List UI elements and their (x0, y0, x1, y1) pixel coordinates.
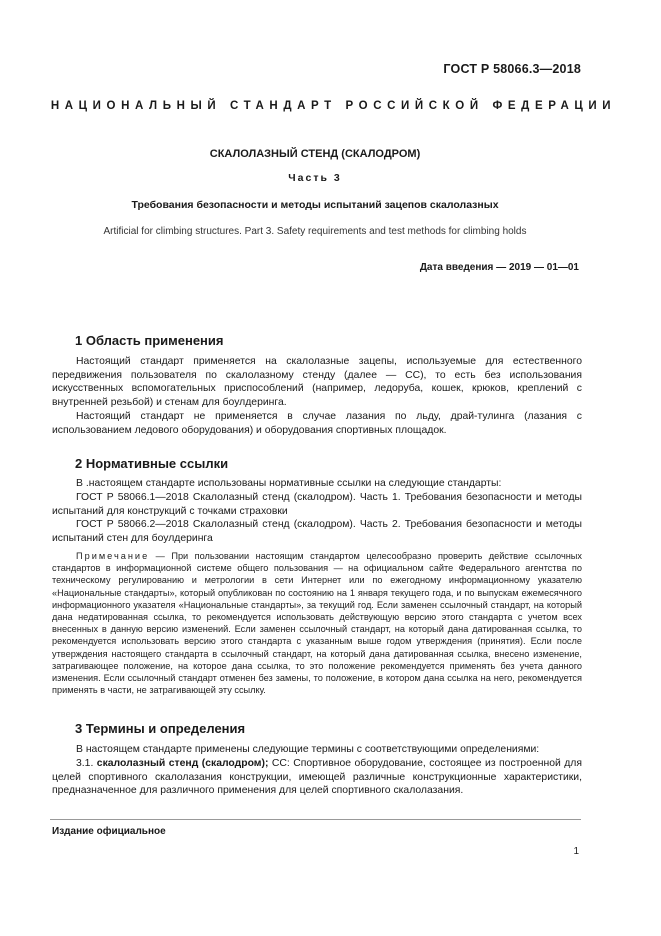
note-text: — При пользовании настоящим стандартом целесообразно проверить действие ссылочных стандартов в информационной системе общего пользования — на официальном сайте Федерального агентства по техническому регулированию и метрологии в сети Интернет или по ежегодному информационному указателю «Национальные стандарты», который опубликован по состоянию на 1 января текущего года, и по выпускам ежемесячного информационного указателя «Национальные стандарты», за текущий год. Если заменен ссылочный стандарт, на который дана недатированная ссылка, то рекомендуется использовать действующую версию этого стандарта с учетом всех внесенных в данную версию изменений. Если заменен ссылочный стандарт, на который дана датированная ссылка, то рекомендуется использовать версию этого стандарта с указанным выше годом утверждения (принятия). Если после утверждения настоящего стандарта в ссылочный стандарт, на который дана датированная ссылка, внесено изменение, затрагивающее положение, на которое дана ссылка, то это положение рекомендуется применять без учета данного изменения. Если ссылочный стандарт отменен без замены, то положение, в котором дана ссылка на него, рекомендуется применять в части, не затрагивающей эту ссылку. (52, 551, 582, 696)
document-title: СКАЛОЛАЗНЫЙ СТЕНД (СКАЛОДРОМ) (209, 148, 421, 160)
note-label: Примечание (76, 551, 150, 561)
section-2-reference-2: ГОСТ Р 58066.2—2018 Скалолазный стенд (скалодром). Часть 2. Требования безопасности и методы испытаний стен для боулдеринга (52, 519, 582, 544)
section-2-heading: 2 Нормативные ссылки (75, 456, 229, 471)
footer-divider (50, 819, 581, 820)
section-1-paragraph-2: Настоящий стандарт не применяется в случае лазания по льду, драй-тулинга (лазания с использованием ледового оборудования) и оборудования спортивных площадок. (52, 411, 582, 436)
official-edition-label: Издание официальное (52, 826, 166, 837)
document-subtitle: Требования безопасности и методы испытаний зацепов скалолазных (131, 199, 499, 211)
standard-code: ГОСТ Р 58066.3—2018 (443, 62, 581, 76)
term-number: 3.1. (76, 758, 97, 769)
english-title: Artificial for climbing structures. Part 3. Safety requirements and test methods for climbing holds (103, 226, 527, 237)
section-1-paragraph-1: Настоящий стандарт применяется на скалолазные зацепы, используемые для естественного передвижения пользователя по скалолазному стенду (далее — СС), то есть без использования искусственных вспомогательных приспособлений (например, ледоруба, кошек, крюков, креплений с внутренней резьбой) и стенам для боулдеринга. (52, 356, 582, 408)
section-2-paragraph-1: В .настоящем стандарте использованы нормативные ссылки на следующие стандарты: (76, 478, 502, 489)
term-name: скалолазный стенд (скалодром); (96, 758, 269, 769)
national-standard-heading: НАЦИОНАЛЬНЫЙ СТАНДАРТ РОССИЙСКОЙ ФЕДЕРАЦИИ (50, 100, 617, 112)
section-2-reference-1: ГОСТ Р 58066.1—2018 Скалолазный стенд (скалодром). Часть 1. Требования безопасности и методы испытаний для конструкций с точками страховки (52, 492, 582, 517)
section-2-note (52, 550, 582, 696)
page-number: 1 (573, 846, 579, 857)
section-3-heading: 3 Термины и определения (75, 721, 246, 736)
term-definition (52, 757, 582, 798)
section-1-heading: 1 Область применения (75, 333, 224, 348)
section-3-paragraph-1: В настоящем стандарте применены следующие термины с соответствующими определениями: (76, 744, 540, 755)
part-label: Часть 3 (288, 172, 342, 184)
introduction-date: Дата введения — 2019 — 01—01 (419, 262, 579, 273)
term-definition-text: СС: Спортивное оборудование, состоящее из построенной для целей спортивного скалолазания конструкции, имеющей различные конструкционные характеристики, предназначенное для различного применения для целей спортивного скалолазания. (52, 758, 583, 797)
